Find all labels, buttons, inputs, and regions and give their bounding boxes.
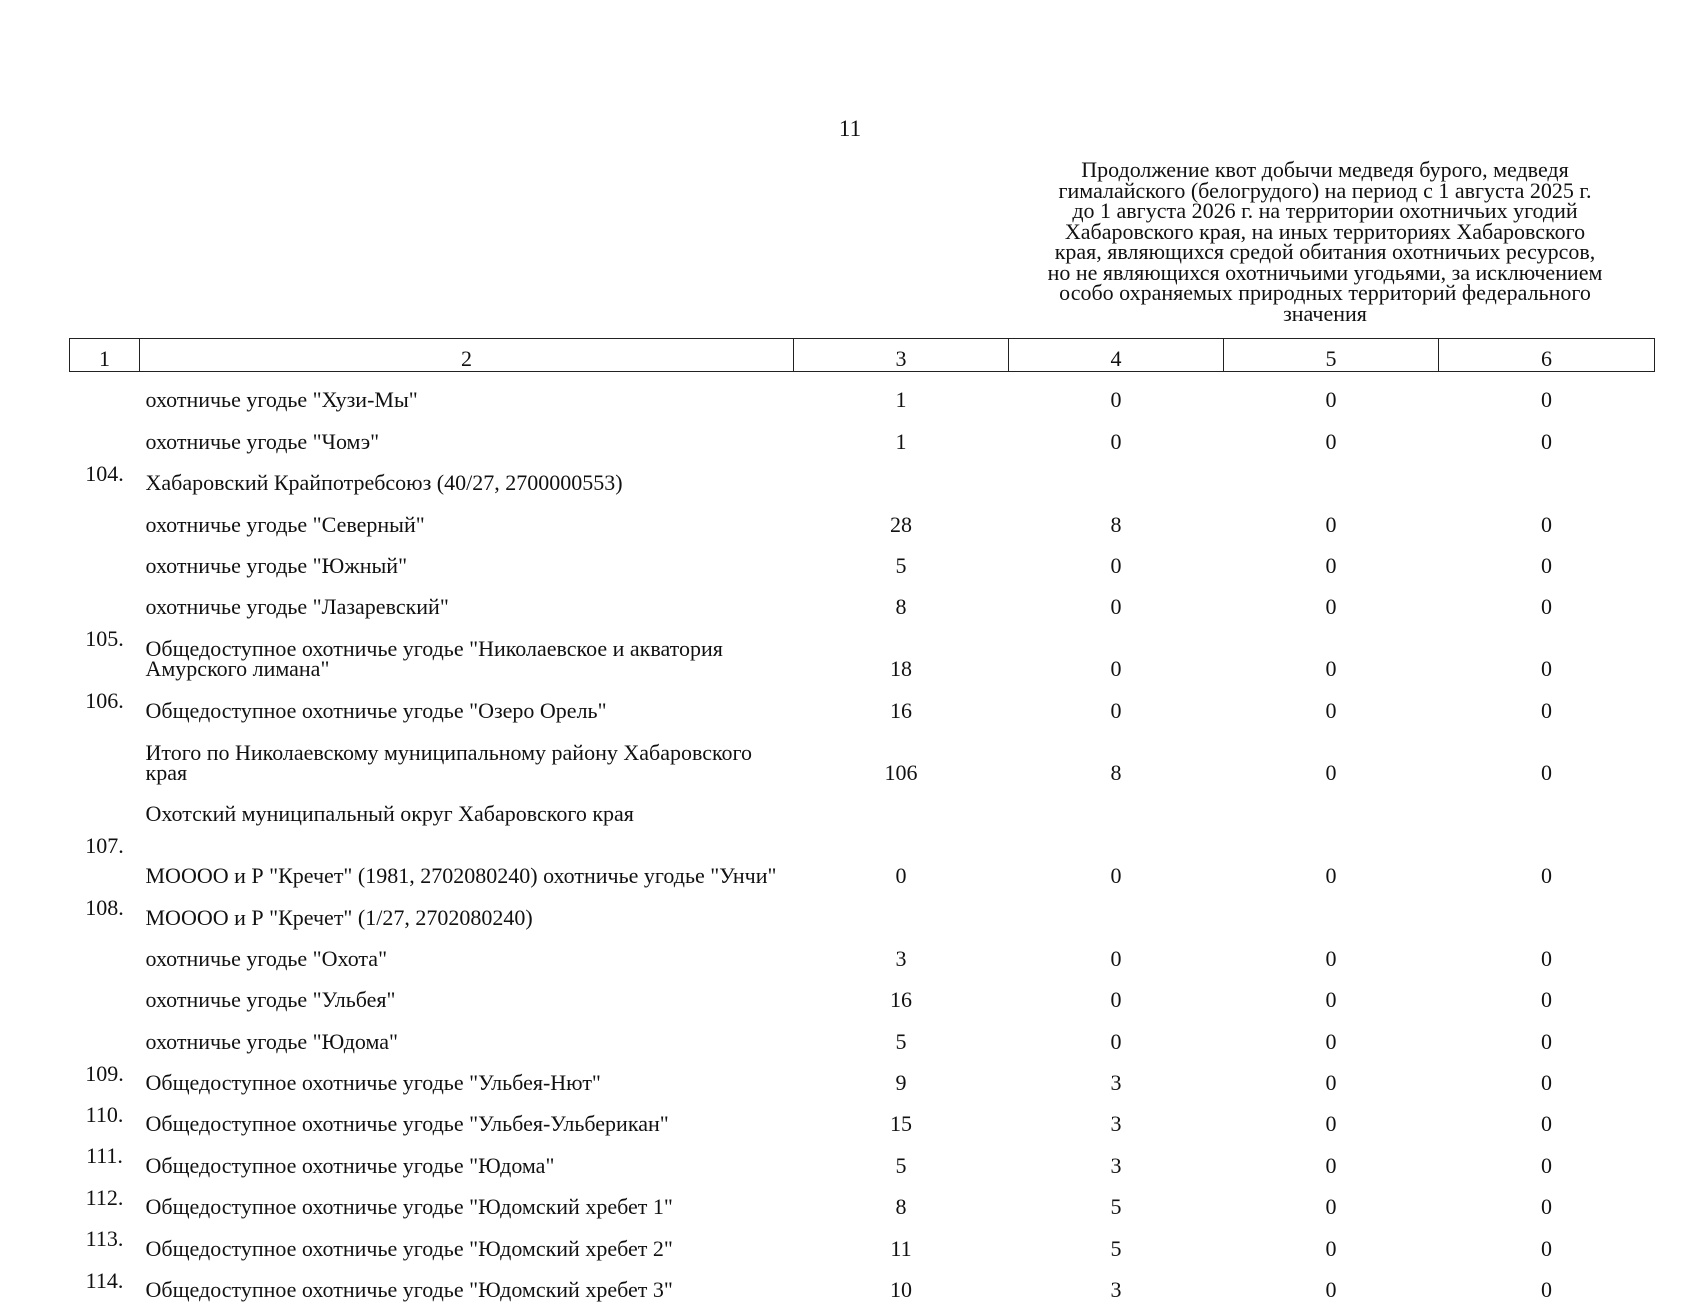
- table-row: [70, 786, 1655, 827]
- table-row: [70, 1262, 1655, 1303]
- quota-col5-cell: 0: [1224, 579, 1439, 620]
- quota-total-cell: 5: [794, 1137, 1009, 1178]
- caption-line: гималайского (белогрудого) на период с 1 августа 2025 г.: [1000, 181, 1650, 202]
- quota-col4-cell: 3: [1009, 1096, 1224, 1137]
- table-caption: [1000, 160, 1650, 324]
- quota-col5-cell: 0: [1224, 1179, 1439, 1220]
- row-name-cell: МОООО и Р "Кречет" (1/27, 2702080240): [140, 889, 794, 930]
- quota-col6-cell: 0: [1439, 931, 1655, 972]
- quota-col4-cell: 0: [1009, 579, 1224, 620]
- row-number-cell: 111.: [70, 1137, 140, 1178]
- quota-col6-cell: 0: [1439, 1013, 1655, 1054]
- quota-total-cell: 1: [794, 413, 1009, 454]
- caption-line: Хабаровского края, на иных территориях Хабаровского: [1000, 222, 1650, 243]
- table-header: [70, 339, 1655, 372]
- header-row: [70, 339, 1655, 372]
- quota-col5-cell: 0: [1224, 1096, 1439, 1137]
- quota-col4-cell: 3: [1009, 1055, 1224, 1096]
- row-number-cell: [70, 372, 140, 414]
- row-number-cell: 110.: [70, 1096, 140, 1137]
- row-name-cell: охотничье угодье "Хузи-Мы": [140, 372, 794, 414]
- quota-col6-cell: 0: [1439, 972, 1655, 1013]
- row-name-cell: МОООО и Р "Кречет" (1981, 2702080240) охотничье угодье "Унчи": [140, 827, 794, 889]
- table-row: [70, 455, 1655, 496]
- table-row: [70, 579, 1655, 620]
- caption-line: значения: [1000, 304, 1650, 325]
- quota-col4-cell: 0: [1009, 538, 1224, 579]
- row-name-cell: Общедоступное охотничье угодье "Ульбея-Ульберикан": [140, 1096, 794, 1137]
- quota-total-cell: 106: [794, 724, 1009, 786]
- column-header: 4: [1009, 339, 1224, 372]
- quota-table: [69, 338, 1655, 1303]
- quota-col6-cell: [1439, 786, 1655, 827]
- row-name-cell: Общедоступное охотничье угодье "Юдома": [140, 1137, 794, 1178]
- quota-col6-cell: 0: [1439, 682, 1655, 723]
- quota-col4-cell: [1009, 786, 1224, 827]
- quota-col4-cell: 3: [1009, 1137, 1224, 1178]
- row-number-cell: [70, 1013, 140, 1054]
- quota-col4-cell: 0: [1009, 372, 1224, 414]
- table-row: [70, 827, 1655, 889]
- row-name-cell: Общедоступное охотничье угодье "Озеро Орель": [140, 682, 794, 723]
- row-number-cell: 105.: [70, 620, 140, 682]
- quota-col4-cell: 0: [1009, 827, 1224, 889]
- quota-total-cell: 15: [794, 1096, 1009, 1137]
- quota-col4-cell: 8: [1009, 724, 1224, 786]
- row-number-cell: 104.: [70, 455, 140, 496]
- quota-col4-cell: 5: [1009, 1220, 1224, 1261]
- quota-col6-cell: 0: [1439, 538, 1655, 579]
- quota-col5-cell: 0: [1224, 372, 1439, 414]
- row-number-cell: [70, 724, 140, 786]
- table-row: [70, 496, 1655, 537]
- quota-col5-cell: 0: [1224, 538, 1439, 579]
- row-name-cell: охотничье угодье "Юдома": [140, 1013, 794, 1054]
- table-row: [70, 889, 1655, 930]
- quota-col5-cell: [1224, 889, 1439, 930]
- quota-col5-cell: 0: [1224, 1055, 1439, 1096]
- quota-col5-cell: [1224, 786, 1439, 827]
- row-name-cell: Охотский муниципальный округ Хабаровского края: [140, 786, 794, 827]
- quota-total-cell: [794, 889, 1009, 930]
- quota-col6-cell: [1439, 455, 1655, 496]
- row-name-cell: Итого по Николаевскому муниципальному району Хабаровского края: [140, 724, 794, 786]
- caption-line: особо охраняемых природных территорий федерального: [1000, 283, 1650, 304]
- quota-total-cell: 11: [794, 1220, 1009, 1261]
- row-number-cell: 114.: [70, 1262, 140, 1303]
- row-number-cell: [70, 579, 140, 620]
- table-row: [70, 1220, 1655, 1261]
- quota-col5-cell: 0: [1224, 1013, 1439, 1054]
- quota-col5-cell: 0: [1224, 1220, 1439, 1261]
- quota-col4-cell: 5: [1009, 1179, 1224, 1220]
- quota-total-cell: 8: [794, 579, 1009, 620]
- table-row: [70, 372, 1655, 414]
- quota-total-cell: 1: [794, 372, 1009, 414]
- quota-col4-cell: 3: [1009, 1262, 1224, 1303]
- quota-col6-cell: 0: [1439, 1179, 1655, 1220]
- row-name-cell: Общедоступное охотничье угодье "Юдомский хребет 2": [140, 1220, 794, 1261]
- row-number-cell: [70, 538, 140, 579]
- quota-col4-cell: 0: [1009, 620, 1224, 682]
- row-name-cell: охотничье угодье "Лазаревский": [140, 579, 794, 620]
- quota-col5-cell: 0: [1224, 1262, 1439, 1303]
- row-name-cell: охотничье угодье "Охота": [140, 931, 794, 972]
- caption-line: но не являющихся охотничьими угодьями, за исключением: [1000, 263, 1650, 284]
- quota-total-cell: 3: [794, 931, 1009, 972]
- row-number-cell: 109.: [70, 1055, 140, 1096]
- row-name-cell: Общедоступное охотничье угодье "Николаевское и акватория Амурского лимана": [140, 620, 794, 682]
- quota-col6-cell: 0: [1439, 1137, 1655, 1178]
- quota-total-cell: 10: [794, 1262, 1009, 1303]
- quota-col4-cell: [1009, 889, 1224, 930]
- quota-col6-cell: 0: [1439, 620, 1655, 682]
- row-number-cell: 107.: [70, 827, 140, 889]
- table-row: [70, 931, 1655, 972]
- table-row: [70, 1137, 1655, 1178]
- row-name-cell: охотничье угодье "Ульбея": [140, 972, 794, 1013]
- quota-total-cell: 8: [794, 1179, 1009, 1220]
- quota-total-cell: 16: [794, 682, 1009, 723]
- quota-col6-cell: 0: [1439, 827, 1655, 889]
- quota-total-cell: 0: [794, 827, 1009, 889]
- quota-col4-cell: 0: [1009, 972, 1224, 1013]
- row-name-cell: Общедоступное охотничье угодье "Юдомский хребет 3": [140, 1262, 794, 1303]
- row-number-cell: 106.: [70, 682, 140, 723]
- quota-total-cell: 16: [794, 972, 1009, 1013]
- caption-line: края, являющихся средой обитания охотничьих ресурсов,: [1000, 242, 1650, 263]
- row-number-cell: [70, 496, 140, 537]
- column-header: 6: [1439, 339, 1655, 372]
- quota-col5-cell: 0: [1224, 972, 1439, 1013]
- quota-col4-cell: 0: [1009, 931, 1224, 972]
- table-row: [70, 413, 1655, 454]
- table-row: [70, 1055, 1655, 1096]
- column-header: 3: [794, 339, 1009, 372]
- caption-line: Продолжение квот добычи медведя бурого, медведя: [1000, 160, 1650, 181]
- quota-col4-cell: 8: [1009, 496, 1224, 537]
- row-name-cell: Общедоступное охотничье угодье "Юдомский хребет 1": [140, 1179, 794, 1220]
- quota-col5-cell: 0: [1224, 827, 1439, 889]
- row-number-cell: [70, 786, 140, 827]
- row-name-cell: Хабаровский Крайпотребсоюз (40/27, 2700000553): [140, 455, 794, 496]
- quota-col5-cell: 0: [1224, 682, 1439, 723]
- table-row: [70, 538, 1655, 579]
- quota-col5-cell: 0: [1224, 724, 1439, 786]
- quota-col5-cell: 0: [1224, 413, 1439, 454]
- quota-total-cell: [794, 786, 1009, 827]
- quota-total-cell: 5: [794, 1013, 1009, 1054]
- quota-total-cell: [794, 455, 1009, 496]
- quota-col6-cell: 0: [1439, 1055, 1655, 1096]
- row-number-cell: [70, 931, 140, 972]
- quota-col5-cell: [1224, 455, 1439, 496]
- quota-col4-cell: 0: [1009, 682, 1224, 723]
- quota-total-cell: 5: [794, 538, 1009, 579]
- quota-col4-cell: 0: [1009, 413, 1224, 454]
- row-number-cell: [70, 413, 140, 454]
- table-body: [70, 372, 1655, 1303]
- row-name-cell: охотничье угодье "Северный": [140, 496, 794, 537]
- quota-col5-cell: 0: [1224, 496, 1439, 537]
- quota-col6-cell: 0: [1439, 496, 1655, 537]
- quota-col6-cell: 0: [1439, 724, 1655, 786]
- quota-col6-cell: 0: [1439, 372, 1655, 414]
- quota-total-cell: 9: [794, 1055, 1009, 1096]
- quota-col5-cell: 0: [1224, 1137, 1439, 1178]
- table-row: [70, 1096, 1655, 1137]
- column-header: 2: [140, 339, 794, 372]
- column-header: 5: [1224, 339, 1439, 372]
- row-number-cell: [70, 972, 140, 1013]
- row-name-cell: охотничье угодье "Южный": [140, 538, 794, 579]
- table-row: [70, 972, 1655, 1013]
- quota-col6-cell: 0: [1439, 413, 1655, 454]
- quota-col6-cell: 0: [1439, 1262, 1655, 1303]
- quota-col6-cell: 0: [1439, 1096, 1655, 1137]
- quota-col6-cell: 0: [1439, 1220, 1655, 1261]
- quota-col6-cell: 0: [1439, 579, 1655, 620]
- row-name-cell: охотничье угодье "Чомэ": [140, 413, 794, 454]
- caption-line: до 1 августа 2026 г. на территории охотничьих угодий: [1000, 201, 1650, 222]
- quota-total-cell: 28: [794, 496, 1009, 537]
- row-number-cell: 112.: [70, 1179, 140, 1220]
- table-row: [70, 620, 1655, 682]
- row-number-cell: 113.: [70, 1220, 140, 1261]
- row-number-cell: 108.: [70, 889, 140, 930]
- row-name-cell: Общедоступное охотничье угодье "Ульбея-Нют": [140, 1055, 794, 1096]
- quota-col5-cell: 0: [1224, 931, 1439, 972]
- quota-col5-cell: 0: [1224, 620, 1439, 682]
- quota-col4-cell: [1009, 455, 1224, 496]
- table-row: [70, 682, 1655, 723]
- quota-total-cell: 18: [794, 620, 1009, 682]
- table-row: [70, 724, 1655, 786]
- quota-col6-cell: [1439, 889, 1655, 930]
- page-number: 11: [800, 116, 900, 142]
- quota-col4-cell: 0: [1009, 1013, 1224, 1054]
- table-row: [70, 1013, 1655, 1054]
- column-header: 1: [70, 339, 140, 372]
